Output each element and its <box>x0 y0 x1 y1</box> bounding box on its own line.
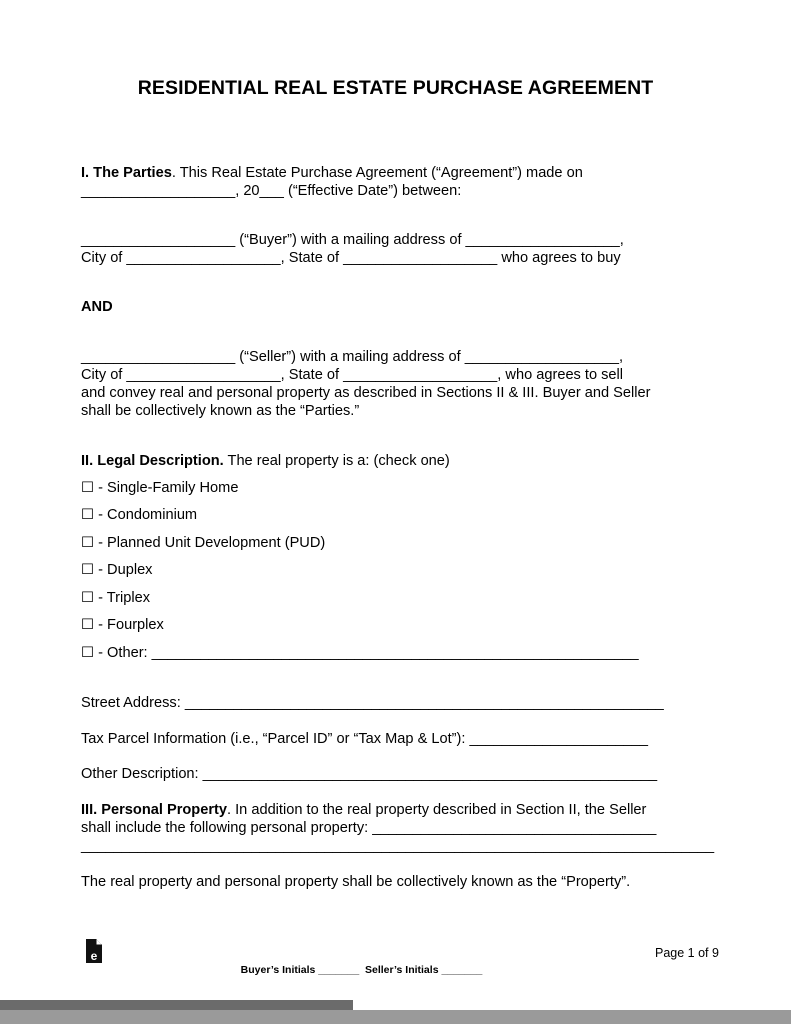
option-other[interactable]: ☐ - Other: ____________________________________________________________ <box>81 645 639 661</box>
option-pud[interactable]: ☐ - Planned Unit Development (PUD) <box>81 535 326 551</box>
personal-property-line-1 <box>81 801 646 819</box>
effective-date-line: ___________________, 20___ (“Effective Date”) between: <box>81 183 462 199</box>
bottom-scrollbar[interactable] <box>0 1010 791 1024</box>
parties-heading: I. The Parties <box>81 165 172 181</box>
and-label: AND <box>81 299 113 315</box>
personal-heading: III. Personal Property <box>81 802 227 818</box>
buyer-line-2: City of ___________________, State of ___________________ who agrees to buy <box>81 250 621 266</box>
svg-text:e: e <box>90 949 98 963</box>
personal-property-line-2[interactable]: shall include the following personal property: ___________________________________ <box>81 820 657 836</box>
parties-intro-text: . This Real Estate Purchase Agreement (“Agreement”) made on <box>171 165 583 181</box>
option-duplex[interactable]: ☐ - Duplex <box>81 562 153 578</box>
other-description-field[interactable]: Other Description: ________________________________________________________ <box>81 766 658 782</box>
parties-line-1 <box>81 164 583 182</box>
seller-line-4: shall be collectively known as the “Parties.” <box>81 403 360 419</box>
seller-line-2: City of ___________________, State of ___________________, who agrees to sell <box>81 367 624 383</box>
legal-heading: II. Legal Description. <box>81 453 224 469</box>
personal-intro-text: . In addition to the real property described in Section II, the Seller <box>227 802 647 818</box>
legal-description-line <box>81 452 450 470</box>
option-fourplex[interactable]: ☐ - Fourplex <box>81 617 164 633</box>
page-number: Page 1 of 9 <box>655 946 719 960</box>
bottom-scroll-thumb[interactable] <box>0 1000 353 1010</box>
document-title: RESIDENTIAL REAL ESTATE PURCHASE AGREEMENT <box>137 77 654 99</box>
legal-intro-text: The real property is a: (check one) <box>223 453 450 469</box>
option-condominium[interactable]: ☐ - Condominium <box>81 507 198 523</box>
tax-parcel-field[interactable]: Tax Parcel Information (i.e., “Parcel ID” or “Tax Map & Lot”): ______________________ <box>81 731 649 747</box>
initials-line: Buyer’s Initials _______ Seller’s Initials _______ <box>240 964 483 976</box>
property-closing-text: The real property and personal property shall be collectively known as the “Property”. <box>81 874 631 890</box>
document-logo-icon <box>84 938 104 964</box>
seller-line-1: ___________________ (“Seller”) with a mailing address of ___________________, <box>81 349 623 365</box>
buyer-line-1: ___________________ (“Buyer”) with a mailing address of ___________________, <box>81 232 624 248</box>
option-single-family[interactable]: ☐ - Single-Family Home <box>81 480 239 496</box>
option-triplex[interactable]: ☐ - Triplex <box>81 590 151 606</box>
personal-property-line-3[interactable]: ______________________________________________________________________________ <box>81 838 715 854</box>
street-address-field[interactable]: Street Address: ___________________________________________________________ <box>81 695 664 711</box>
seller-line-3: and convey real and personal property as described in Sections II & III. Buyer and Seller <box>81 385 651 401</box>
